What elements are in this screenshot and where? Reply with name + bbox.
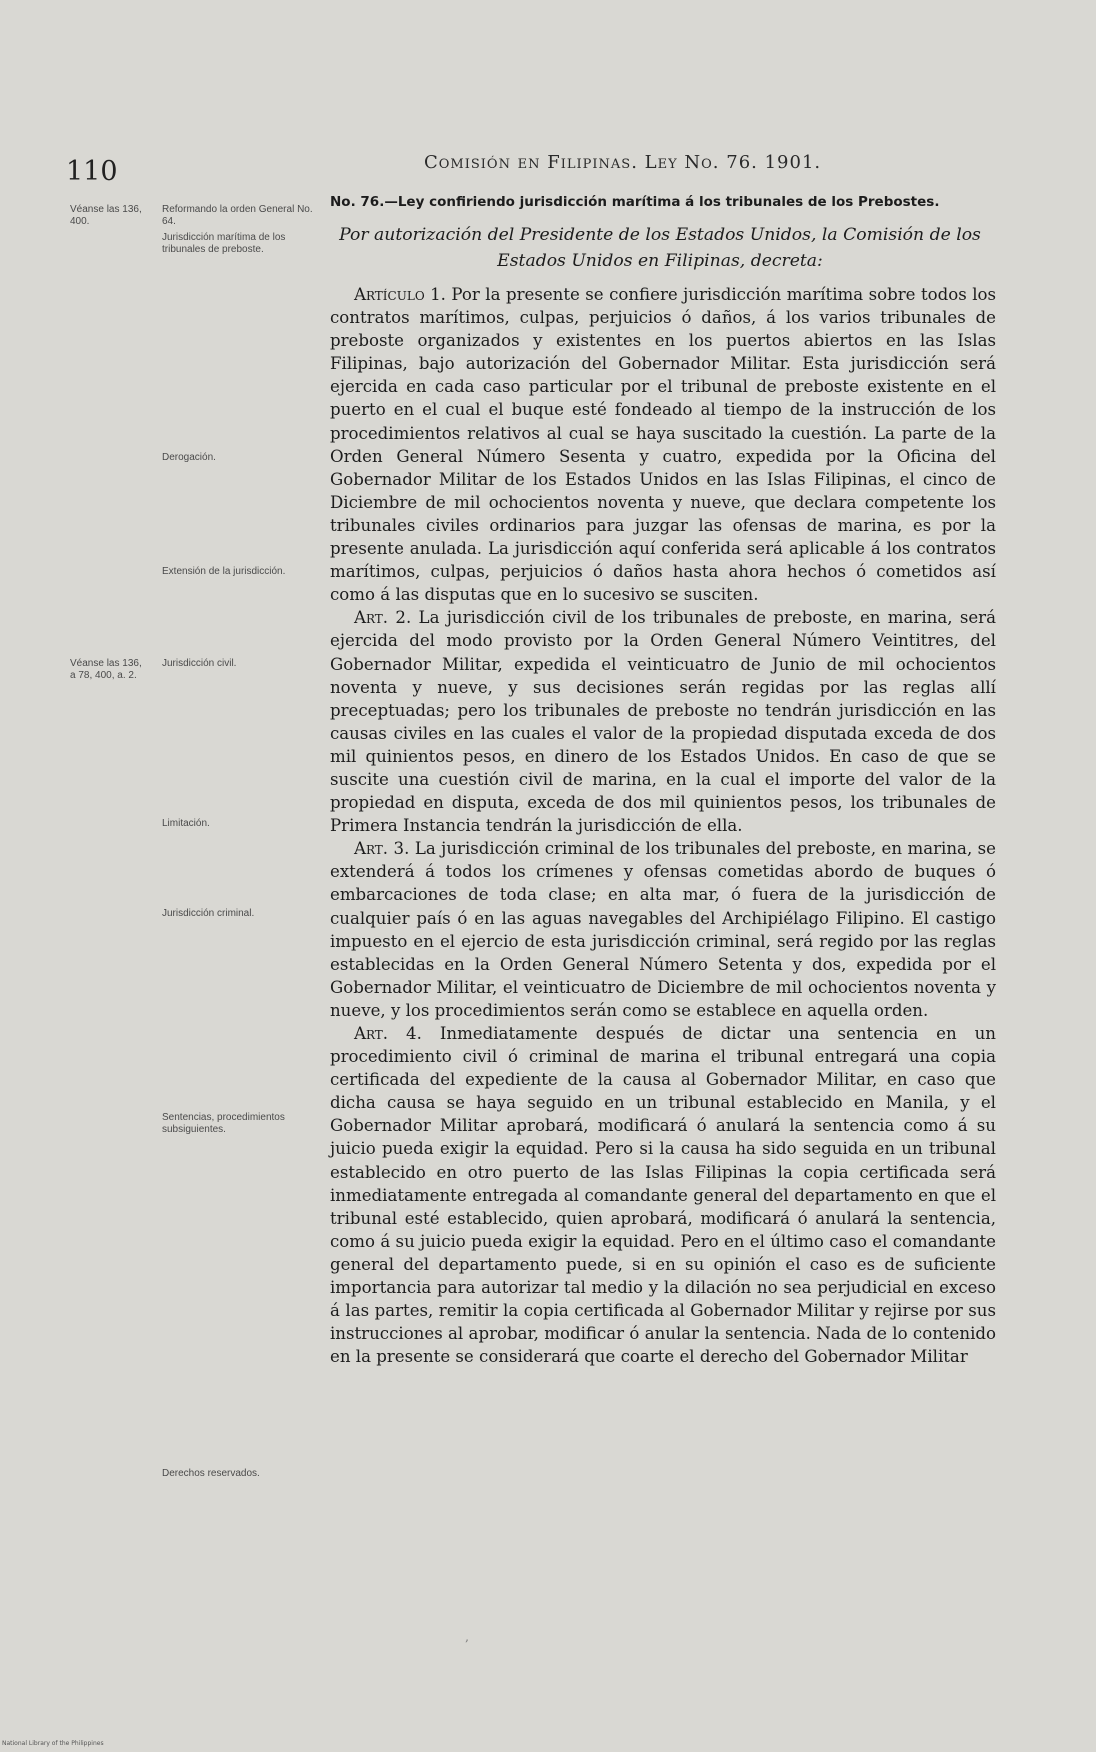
margin-note-sentences: Sentencias, procedimientos subsiguientes. bbox=[162, 1112, 285, 1135]
article-4 bbox=[330, 1022, 996, 1368]
article-label: Artículo 1. bbox=[354, 285, 446, 304]
law-title: No. 76.—Ley confiriendo jurisdicción marítima á los tribunales de los Prebostes. bbox=[330, 194, 940, 210]
page-number: 110 bbox=[66, 156, 118, 187]
margin-note-extension: Extensión de la jurisdicción. bbox=[162, 566, 286, 577]
margin-note-civil: Jurisdicción civil. bbox=[162, 658, 237, 669]
article-label: Art. 3. bbox=[354, 839, 410, 859]
margin-note-criminal: Jurisdicción criminal. bbox=[162, 908, 255, 919]
law-body bbox=[330, 283, 996, 1368]
margin-note-maritime: Jurisdicción marítima de los tribunales de preboste. bbox=[162, 232, 286, 255]
margin-note-reform: Reformando la orden General No. 64. bbox=[162, 204, 313, 227]
print-mark: ‚ bbox=[465, 1630, 469, 1644]
article-text: Por la presente se confiere jurisdicción marítima sobre todos los contratos marítimos, culpas, perjuicios ó daños, á los varios tribunales de preboste organizados y existentes en los puertos abiertos en las Islas Filipinas, bajo autorización del Gobernador Militar. Esta jurisdicción será ejercida en cada caso particular por el tribunal de preboste existente en el puerto en el cual el buque esté fondeado al tiempo de la instrucción de los procedimientos relativos al cual se haya suscitado la cuestión. La parte de la Orden General Número Sesenta y cuatro, expedida por la Oficina del Gobernador Militar de los Estados Unidos en las Islas Filipinas, el cinco de Diciembre de mil ochocientos noventa y nueve, que declara competente los tribunales civiles ordinarios para juzgar las ofensas de marina, es por la presente anulada. La jurisdicción aquí conferida será aplicable á los contratos marítimos, culpas, perjuicios ó daños hasta ahora hechos ó cometidos así como á las disputas que en lo sucesivo se susciten. bbox=[330, 285, 997, 605]
article-2 bbox=[330, 606, 996, 837]
margin-cross-reference: Véanse las 136, a 78, 400, a. 2. bbox=[70, 658, 142, 681]
article-3 bbox=[330, 837, 996, 1022]
margin-note-derogation: Derogación. bbox=[162, 452, 216, 463]
article-1 bbox=[330, 283, 996, 606]
article-label: Art. 2. bbox=[354, 608, 412, 628]
margin-cross-reference: Véanse las 136, 400. bbox=[70, 204, 142, 227]
article-label: Art. 4. bbox=[354, 1024, 422, 1043]
margin-note-limitation: Limitación. bbox=[162, 818, 210, 829]
article-text: La jurisdicción criminal de los tribunales del preboste, en marina, se extenderá á todos los crímenes y ofensas cometidas abordo de buques ó embarcaciones de toda clase; en alta mar, ó fuera de la jurisdicción de cualquier país ó en las aguas navegables del Archipiélago Filipino. El castigo impuesto en el ejercio de esta jurisdicción criminal, será regido por las reglas establecidas en la Orden General Número Setenta y dos, expedida por el Gobernador Militar, el veinticuatro de Diciembre de mil ochocientos noventa y nueve, y los procedimientos serán como se establece en aquella orden. bbox=[330, 839, 996, 1020]
running-head: Comisión en Filipinas. Ley No. 76. 1901. bbox=[424, 152, 822, 173]
article-text: La jurisdicción civil de los tribunales de preboste, en marina, será ejercida del modo provisto por la Orden General Número Veintitres, del Gobernador Militar, expedida el veinticuatro de Junio de mil ochocientos noventa y nueve, y sus decisiones serán regidas por las reglas allí preceptuadas; pero los tribunales de preboste no tendrán jurisdicción en las causas civiles en las cuales el valor de la propiedad disputada exceda de dos mil quinientos pesos, en dinero de los Estados Unidos. En caso de que se suscite una cuestión civil de marina, en la cual el importe del valor de la propiedad en disputa, exceda de dos mil quinientos pesos, los tribunales de Primera Instancia tendrán la jurisdicción de ella. bbox=[330, 608, 996, 836]
enacting-clause: Por autorización del Presidente de los Estados Unidos, la Comisión de los Estados Unidos en Filipinas, decreta: bbox=[339, 225, 981, 271]
margin-note-rights: Derechos reservados. bbox=[162, 1468, 260, 1479]
footer-credit: National Library of the Philippines bbox=[2, 1740, 104, 1747]
article-text: Inmediatamente después de dictar una sentencia en un procedimiento civil ó criminal de marina el tribunal entregará una copia certificada del expediente de la causa al Gobernador Militar, en caso que dicha causa se haya seguido en un tribunal establecido en Manila, y el Gobernador Militar aprobará, modificará ó anulará la sentencia como á su juicio pueda exigir la equidad. Pero si la causa ha sido seguida en un tribunal establecido en otro puerto de las Islas Filipinas la copia certificada será inmediatamente entregada al comandante general del departamento en que el tribunal esté establecido, quien aprobará, modificará ó anulará la sentencia, como á su juicio pueda exigir la equidad. Pero en el último caso el comandante general del departamento puede, si en su opinión el caso es de suficiente importancia para autorizar tal medio y la dilación no sea perjudicial en exceso á las partes, remitir la copia certificada al Gobernador Militar y rejirse por sus instrucciones al aprobar, modificar ó anular la sentencia. Nada de lo contenido en la presente se considerará que coarte el derecho del Gobernador Militar bbox=[330, 1024, 996, 1367]
